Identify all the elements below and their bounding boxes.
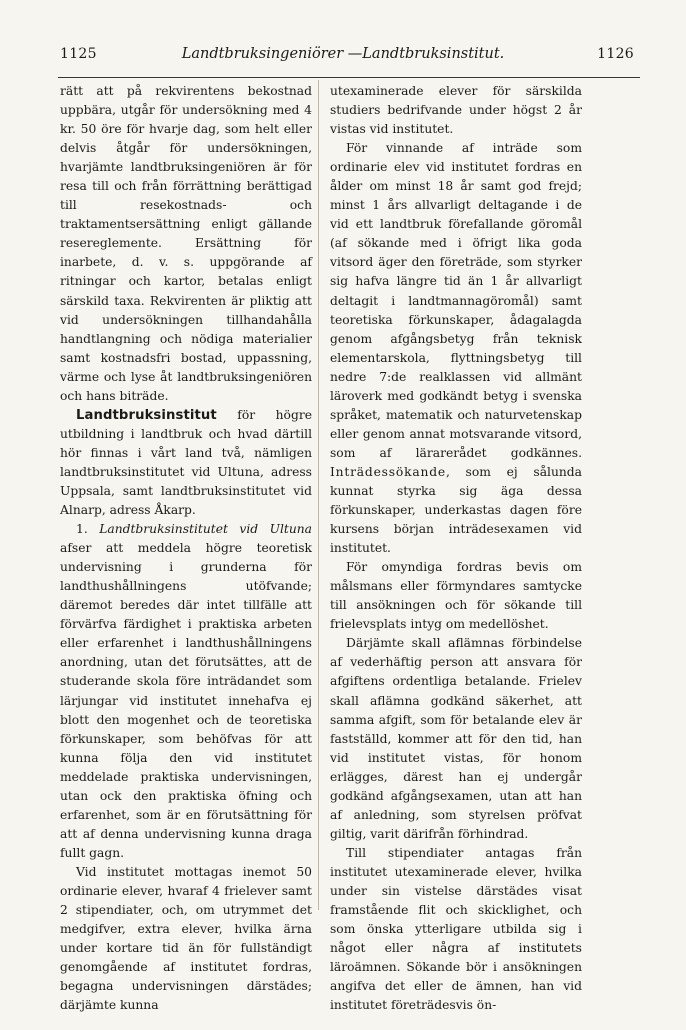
left-paragraph-4: Vid institutet mottagas inemot 50 ordinarie elever, hvaraf 4 frielever samt 2 stipendiater, och, om utrymmet det medgifver, extra elever, hvilka ärna under kortare tid än för fullständigt genomgående af institutet fordras, begagna undervisningen därstädes; därjämte kunna (60, 864, 312, 1013)
header-rule (58, 77, 640, 78)
right-paragraph-2-a: För vinnande af inträde som ordinarie elev vid institutet fordras en ålder om minst 18 år samt god frejd; minst 1 års allvarligt deltagande i de vid ett landtbruk förefallande göromål (af sökande med i öfrigt lika goda vitsord äger den företräde, som styrker sig hafva längre tid än 1 år allvarligt deltagit i landtmannagöromål) samt teoretiska förkunskaper, ådagalagda genom afgångsbetyg från teknisk elementarskola, flyttningsbetyg till nedre 7:de realklassen vid allmänt läroverk med godkändt betyg i svenska språket, matematik och naturvetenskap eller genom annat motsvarande vitsord, som af lärarerådet godkännes. (330, 141, 582, 460)
left-column (60, 82, 312, 1015)
spaced-term: Inträdessökande (330, 464, 446, 479)
page-header (0, 46, 686, 68)
right-paragraph-1: utexaminerade elever för särskilda studiers bedrifvande under högst 2 år vistas vid institutet. (330, 84, 582, 137)
left-paragraph-1: rätt att på rekvirentens bekostnad uppbära, utgår för undersökning med 4 kr. 50 öre för hvarje dag, som helt eller delvis åtgår för undersökningen, hvarjämte landtbruksingeniören är för resa till och från förrättning berättigad till resekostnads- och traktamentsersättning enligt gällande resereglemente. Ersättning för inarbete, d. v. s. uppgörande af ritningar och kartor, betalas enligt särskild taxa. Rekvirenten är pliktig att vid undersökningen tillhandahålla handtlangning och nödiga materialier samt kostnadsfri bostad, uppassning, värme och lyse åt landtbruksingeniören och hans biträde. (60, 84, 312, 403)
right-paragraph-2-b: , som ej sålunda kunnat styrka sig äga dessa förkunskaper, underkastas dagen före kursens början inträdesexamen vid institutet. (330, 464, 582, 556)
right-paragraph-3: För omyndiga fordras bevis om målsmans eller förmyndares samtycke till ansökningen och för sökande till frielevsplats intyg om medellöshet. (330, 560, 582, 632)
left-paragraph-2 (60, 406, 312, 520)
right-column (330, 82, 582, 1015)
lemma-heading: Landtbruksinstitut (76, 407, 217, 423)
section-number: 1. (76, 522, 100, 537)
right-paragraph-2 (330, 139, 582, 558)
running-title: Landtbruksingeniörer —Landtbruksinstitut. (181, 46, 505, 62)
right-paragraph-5: Till stipendiater antagas från institutet utexaminerade elever, hvilka under sin vistelse därstädes visat framstående flit och skicklighet, och som önska ytterligare utbilda sig i något eller några af institutets läroämnen. Sökande bör i ansökningen angifva det eller de ämnen, han vid institutet företrädesvis ön- (330, 845, 582, 1013)
section-text: afser att meddela högre teoretisk undervisning i grunderna för landthushållningens utöfvande; däremot beredes där intet tillfälle att förvärfva färdighet i praktiska arbeten eller erfarenhet i landthushållningens anordning, utan det förutsättes, att de studerande skola före inträdandet som lärjungar vid institutet innehafva ej blott den mogenhet och de teoretiska förkunskaper, som behöfvas för att kunna följa den vid institutet meddelade praktiska undervisningen, utan ock den praktiska öfning och erfarenhet, som är en förutsättning för att af denna undervisning kunna draga fullt gagn. (60, 541, 312, 860)
right-paragraph-4: Därjämte skall aflämnas förbindelse af vederhäftig person att ansvara för afgiftens ordentliga betalande. Frielev skall aflämna godkänd säkerhet, att samma afgift, som för betalande elev är fastställd, kommer att för den tid, han vid institutet vistas, för honom erlägges, därest han ej undergår godkänd afgångsexamen, utan att han af anledning, som styrelsen pröfvat giltig, varit därifrån förhindrad. (330, 636, 582, 841)
left-paragraph-3 (60, 520, 312, 863)
column-divider (318, 80, 319, 910)
lemma-text: för högre utbildning i landtbruk och hvad därtill hör finnas i vårt land två, nämligen landtbruksinstitutet vid Ultuna, adress Uppsala, samt landtbruksinstitutet vid Alnarp, adress Åkarp. (60, 407, 312, 518)
section-title: Landtbruksinstitutet vid Ultuna (99, 522, 312, 537)
page-number-right: 1126 (597, 46, 634, 62)
page-number-left: 1125 (60, 46, 97, 62)
